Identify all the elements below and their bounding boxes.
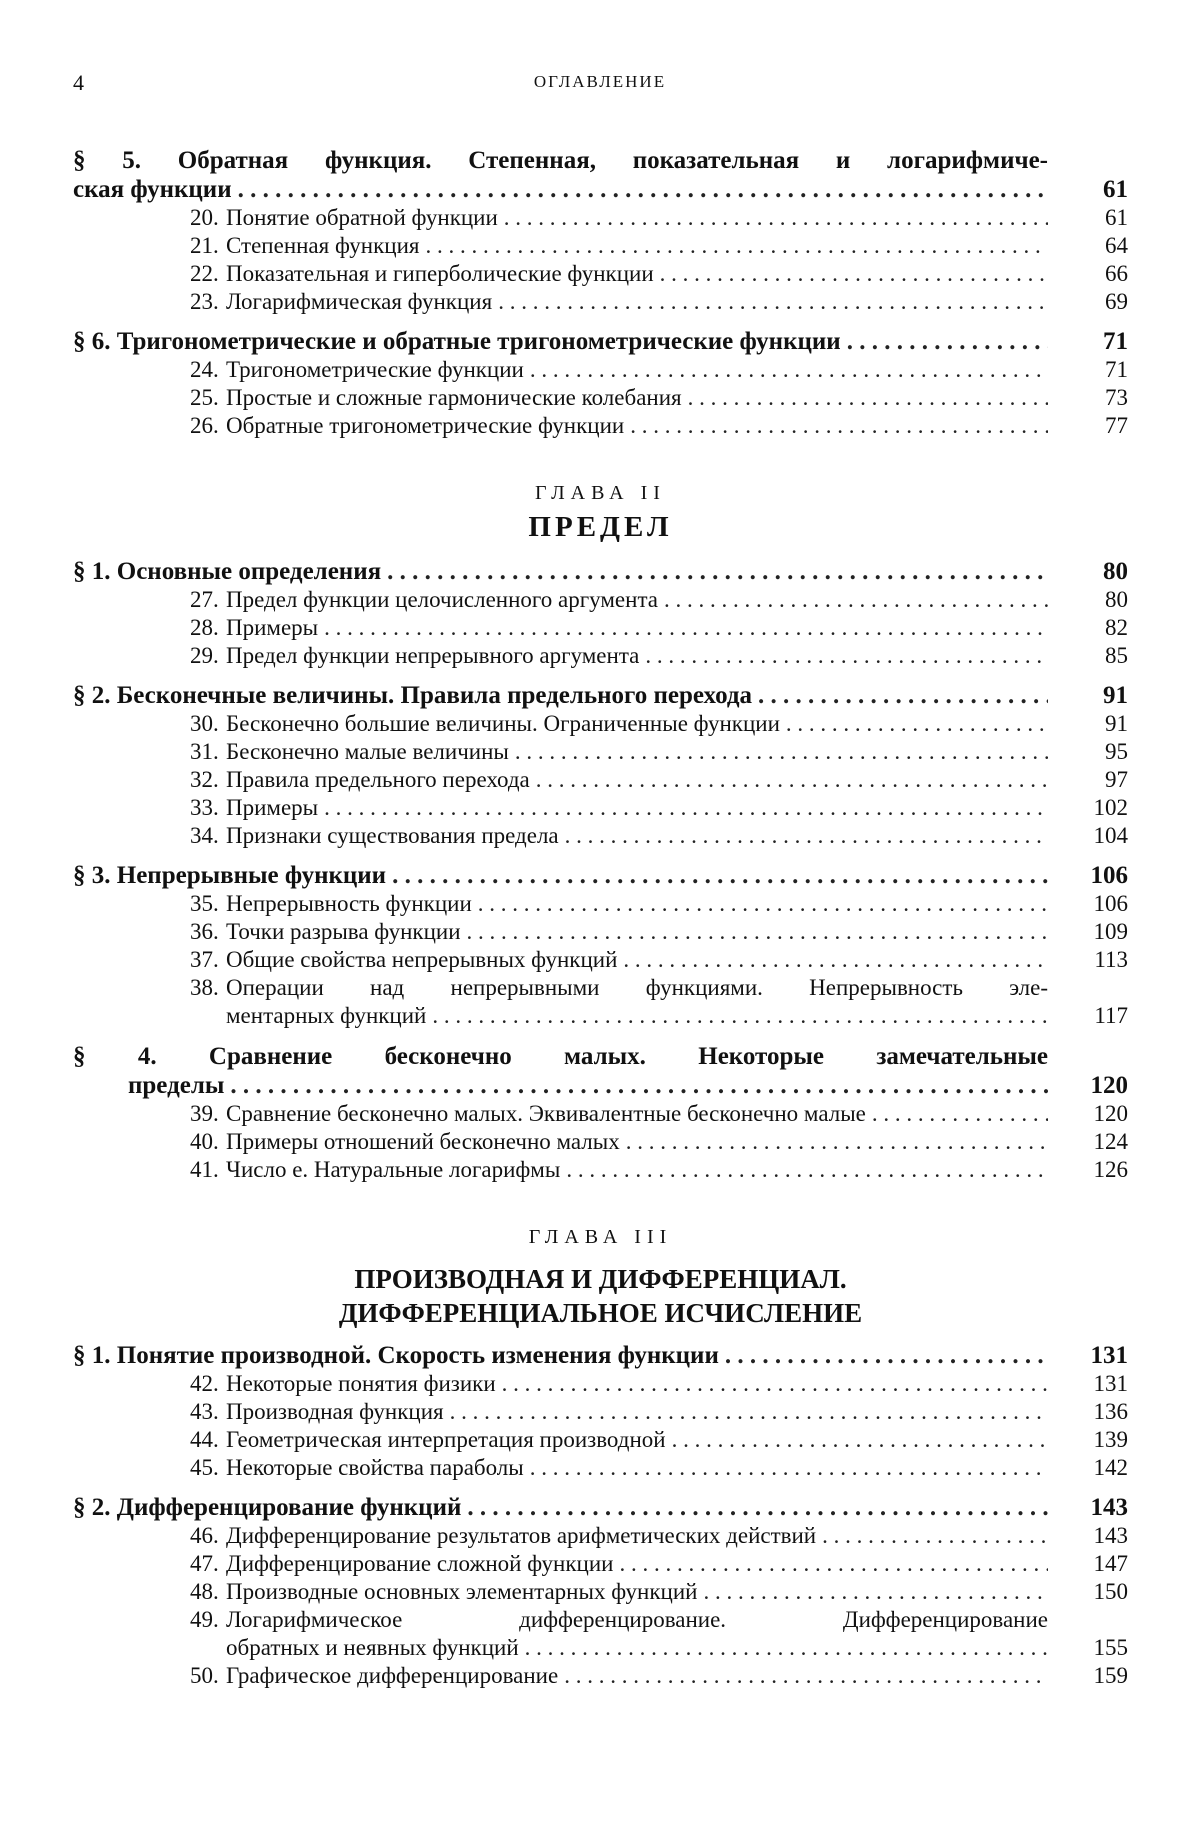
dot-leader bbox=[392, 862, 1048, 890]
toc-page: 109 bbox=[1093, 919, 1128, 944]
toc-page: 69 bbox=[1105, 289, 1128, 314]
toc-entry bbox=[73, 1156, 1128, 1184]
toc-entry-line1 bbox=[73, 974, 1128, 1002]
toc-entry bbox=[73, 1550, 1128, 1578]
toc-entry-title: Простые и сложные гармонические колебания bbox=[226, 385, 682, 410]
toc-entry-title: Общие свойства непрерывных функций bbox=[226, 947, 618, 972]
toc-entry bbox=[73, 586, 1128, 614]
toc-entry-title: Некоторые понятия физики bbox=[226, 1371, 496, 1396]
dot-leader bbox=[566, 1156, 1048, 1184]
toc-entry bbox=[73, 232, 1128, 260]
toc-section-6 bbox=[73, 328, 1128, 356]
dot-leader bbox=[238, 176, 1048, 204]
toc-page: 124 bbox=[1093, 1129, 1128, 1154]
chapter-3-heading bbox=[73, 1222, 1128, 1330]
toc-entry-title: Некоторые свойства параболы bbox=[226, 1455, 524, 1480]
toc-section-title: § 6. Тригонометрические и обратные тригонометрические функции bbox=[73, 328, 841, 355]
dot-leader bbox=[432, 1002, 1048, 1030]
dot-leader bbox=[478, 890, 1048, 918]
toc-entry bbox=[73, 918, 1128, 946]
dot-leader bbox=[530, 356, 1048, 384]
dot-leader bbox=[467, 918, 1048, 946]
toc-entry bbox=[73, 1522, 1128, 1550]
toc-page: 71 bbox=[1103, 328, 1128, 355]
toc-entry-title: Предел функции целочисленного аргумента bbox=[226, 587, 658, 612]
dot-leader bbox=[786, 710, 1048, 738]
toc-section-title: § 1. Понятие производной. Скорость изменения функции bbox=[73, 1342, 719, 1369]
toc-section-title: § 1. Основные определения bbox=[73, 558, 382, 585]
toc-entry-title: Степенная функция bbox=[226, 233, 420, 258]
toc-page: 95 bbox=[1105, 739, 1128, 764]
toc-section-title: § 2. Бесконечные величины. Правила предельного перехода bbox=[73, 682, 753, 709]
toc-entry bbox=[73, 710, 1128, 738]
toc-entry-title: Признаки существования предела bbox=[226, 823, 559, 848]
toc-entry-line2 bbox=[73, 1634, 1128, 1662]
dot-leader bbox=[536, 766, 1048, 794]
toc-entry bbox=[73, 1578, 1128, 1606]
toc-entry-number: 34. bbox=[190, 823, 219, 848]
toc-entry-title: Правила предельного перехода bbox=[226, 767, 530, 792]
toc-entry-number: 47. bbox=[190, 1551, 219, 1576]
toc-entry-title: Сравнение бесконечно малых. Эквивалентные бесконечно малые bbox=[226, 1101, 866, 1126]
toc-entry bbox=[73, 260, 1128, 288]
dot-leader bbox=[703, 1578, 1048, 1606]
table-of-contents bbox=[73, 134, 1128, 1690]
dot-leader bbox=[565, 822, 1048, 850]
toc-entry-title: Графическое дифференцирование bbox=[226, 1663, 559, 1688]
toc-entry-title: Число e. Натуральные логарифмы bbox=[226, 1157, 561, 1182]
toc-page: 143 bbox=[1093, 1523, 1128, 1548]
dot-leader bbox=[564, 1662, 1048, 1690]
toc-entry-number: 20. bbox=[190, 205, 219, 230]
toc-section-4 bbox=[73, 1042, 1128, 1100]
toc-entry-number: 23. bbox=[190, 289, 219, 314]
toc-page: 150 bbox=[1093, 1579, 1128, 1604]
dot-leader bbox=[619, 1550, 1048, 1578]
toc-entry bbox=[73, 356, 1128, 384]
toc-entry-title: Точки разрыва функции bbox=[226, 919, 461, 944]
dot-leader bbox=[525, 1634, 1048, 1662]
toc-entry bbox=[73, 766, 1128, 794]
toc-page: 139 bbox=[1093, 1427, 1128, 1452]
toc-entry-title: Обратные тригонометрические функции bbox=[226, 413, 625, 438]
toc-entry-title: Примеры bbox=[226, 795, 319, 820]
dot-leader bbox=[324, 794, 1048, 822]
toc-page: 102 bbox=[1093, 795, 1128, 820]
toc-section-2 bbox=[73, 682, 1128, 710]
toc-entry-number: 44. bbox=[190, 1427, 219, 1452]
toc-page: 85 bbox=[1105, 643, 1128, 668]
toc-entry-number: 46. bbox=[190, 1523, 219, 1548]
toc-entry-number: 45. bbox=[190, 1455, 219, 1480]
toc-entry-title: Операции над непрерывными функциями. Непрерывность эле- bbox=[226, 975, 1048, 1000]
toc-entry-number: 22. bbox=[190, 261, 219, 286]
toc-entry-number: 25. bbox=[190, 385, 219, 410]
toc-page: 106 bbox=[1093, 891, 1128, 916]
chapter-title: ПРЕДЕЛ bbox=[528, 511, 673, 543]
toc-page: 104 bbox=[1093, 823, 1128, 848]
toc-entry-line1 bbox=[73, 1606, 1128, 1634]
toc-entry-number: 29. bbox=[190, 643, 219, 668]
toc-page: 82 bbox=[1105, 615, 1128, 640]
dot-leader bbox=[630, 412, 1048, 440]
toc-page: 91 bbox=[1105, 711, 1128, 736]
toc-entry-title: Тригонометрические функции bbox=[226, 357, 524, 382]
chapter-label: ГЛАВА III bbox=[528, 1226, 673, 1248]
dot-leader bbox=[626, 1128, 1048, 1156]
toc-page: 66 bbox=[1105, 261, 1128, 286]
toc-page: 159 bbox=[1093, 1663, 1128, 1688]
dot-leader bbox=[502, 1370, 1048, 1398]
toc-section-2 bbox=[73, 1494, 1128, 1522]
toc-section-3 bbox=[73, 862, 1128, 890]
dot-leader bbox=[450, 1398, 1048, 1426]
toc-entry-number: 42. bbox=[190, 1371, 219, 1396]
toc-entry bbox=[73, 288, 1128, 316]
toc-page: 131 bbox=[1093, 1371, 1128, 1396]
dot-leader bbox=[688, 384, 1048, 412]
toc-page: 136 bbox=[1093, 1399, 1128, 1424]
toc-page: 71 bbox=[1105, 357, 1128, 382]
toc-entry-title: Геометрическая интерпретация производной bbox=[226, 1427, 666, 1452]
toc-page: 113 bbox=[1094, 947, 1128, 972]
toc-entry-title: Показательная и гиперболические функции bbox=[226, 261, 654, 286]
toc-entry-title: Бесконечно большие величины. Ограниченные функции bbox=[226, 711, 780, 736]
dot-leader bbox=[664, 586, 1048, 614]
dot-leader bbox=[623, 946, 1048, 974]
dot-leader bbox=[645, 642, 1048, 670]
toc-section-title-line1: § 5. Обратная функция. Степенная, показательная и логарифмиче- bbox=[73, 147, 1048, 174]
toc-entry-number: 24. bbox=[190, 357, 219, 382]
dot-leader bbox=[872, 1100, 1048, 1128]
toc-entry-title: Непрерывность функции bbox=[226, 891, 472, 916]
dot-leader bbox=[725, 1342, 1048, 1370]
dot-leader bbox=[230, 1072, 1048, 1100]
toc-entry-title: Дифференцирование сложной функции bbox=[226, 1551, 614, 1576]
dot-leader bbox=[847, 328, 1048, 356]
dot-leader bbox=[672, 1426, 1048, 1454]
toc-entry-number: 49. bbox=[190, 1607, 219, 1632]
toc-page: 155 bbox=[1093, 1635, 1128, 1660]
toc-entry-title: Дифференцирование результатов арифметических действий bbox=[226, 1523, 817, 1548]
toc-entry-number: 50. bbox=[190, 1663, 219, 1688]
toc-entry-title: Логарифмическое дифференцирование. Дифференцирование bbox=[226, 1607, 1048, 1632]
chapter-title-line2: ДИФФЕРЕНЦИАЛЬНОЕ ИСЧИСЛЕНИЕ bbox=[338, 1298, 863, 1328]
toc-entry-title: Производные основных элементарных функций bbox=[226, 1579, 698, 1604]
toc-entry bbox=[73, 204, 1128, 232]
toc-section-1 bbox=[73, 1342, 1128, 1370]
toc-section-title-line1: § 4. Сравнение бесконечно малых. Некоторые замечательные bbox=[73, 1043, 1048, 1070]
toc-entry-title: Примеры отношений бесконечно малых bbox=[226, 1129, 620, 1154]
toc-page: 117 bbox=[1094, 1003, 1128, 1028]
chapter-2-heading bbox=[73, 478, 1128, 546]
toc-entry-number: 31. bbox=[190, 739, 219, 764]
toc-entry-number: 32. bbox=[190, 767, 219, 792]
dot-leader bbox=[530, 1454, 1048, 1482]
dot-leader bbox=[822, 1522, 1048, 1550]
dot-leader bbox=[515, 738, 1048, 766]
toc-entry-number: 30. bbox=[190, 711, 219, 736]
toc-entry-number: 21. bbox=[190, 233, 219, 258]
toc-entry-number: 38. bbox=[190, 975, 219, 1000]
dot-leader bbox=[758, 682, 1048, 710]
dot-leader bbox=[660, 260, 1048, 288]
toc-entry-title: Производная функция bbox=[226, 1399, 444, 1424]
toc-page: 80 bbox=[1103, 558, 1128, 585]
toc-entry-number: 41. bbox=[190, 1157, 219, 1182]
toc-entry bbox=[73, 822, 1128, 850]
chapter-label: ГЛАВА II bbox=[535, 482, 666, 504]
toc-entry-title: Понятие обратной функции bbox=[226, 205, 498, 230]
toc-entry bbox=[73, 738, 1128, 766]
toc-entry-title: Логарифмическая функция bbox=[226, 289, 493, 314]
toc-entry bbox=[73, 1398, 1128, 1426]
toc-entry bbox=[73, 890, 1128, 918]
toc-entry-line2 bbox=[73, 1002, 1128, 1030]
toc-entry bbox=[73, 1662, 1128, 1690]
toc-page: 106 bbox=[1090, 862, 1128, 889]
toc-entry-number: 28. bbox=[190, 615, 219, 640]
toc-entry-number: 33. bbox=[190, 795, 219, 820]
dot-leader bbox=[387, 558, 1048, 586]
toc-entry bbox=[73, 412, 1128, 440]
toc-entry-number: 40. bbox=[190, 1129, 219, 1154]
toc-entry bbox=[73, 1128, 1128, 1156]
toc-page: 73 bbox=[1105, 385, 1128, 410]
toc-section-title: § 3. Непрерывные функции bbox=[73, 862, 387, 889]
toc-page: 61 bbox=[1103, 176, 1128, 203]
toc-page: 80 bbox=[1105, 587, 1128, 612]
chapter-title-line1: ПРОИЗВОДНАЯ И ДИФФЕРЕНЦИАЛ. bbox=[354, 1264, 847, 1294]
toc-page: 91 bbox=[1103, 682, 1128, 709]
toc-entry bbox=[73, 384, 1128, 412]
toc-entry-number: 48. bbox=[190, 1579, 219, 1604]
toc-section-line bbox=[73, 176, 1128, 204]
running-head bbox=[0, 70, 1200, 100]
toc-entry bbox=[73, 1370, 1128, 1398]
toc-entry-title: Примеры bbox=[226, 615, 319, 640]
toc-page: 120 bbox=[1093, 1101, 1128, 1126]
toc-entry-number: 37. bbox=[190, 947, 219, 972]
toc-entry-number: 27. bbox=[190, 587, 219, 612]
toc-entry-multiline bbox=[73, 974, 1128, 1030]
toc-page: 120 bbox=[1090, 1072, 1128, 1099]
toc-section-title-line2: пределы bbox=[128, 1072, 225, 1099]
toc-entry bbox=[73, 614, 1128, 642]
toc-entry-number: 39. bbox=[190, 1101, 219, 1126]
toc-page: 131 bbox=[1090, 1342, 1128, 1369]
toc-entry-number: 36. bbox=[190, 919, 219, 944]
toc-entry-multiline bbox=[73, 1606, 1128, 1662]
toc-page: 97 bbox=[1105, 767, 1128, 792]
dot-leader bbox=[425, 232, 1048, 260]
toc-entry bbox=[73, 1100, 1128, 1128]
toc-page: 143 bbox=[1090, 1494, 1128, 1521]
toc-entry-title-cont: ментарных функций bbox=[226, 1003, 427, 1028]
toc-entry bbox=[73, 946, 1128, 974]
toc-entry-title: Предел функции непрерывного аргумента bbox=[226, 643, 640, 668]
toc-section-5 bbox=[73, 146, 1128, 204]
toc-entry bbox=[73, 1454, 1128, 1482]
running-title: ОГЛАВЛЕНИЕ bbox=[533, 72, 667, 91]
dot-leader bbox=[467, 1494, 1048, 1522]
toc-entry bbox=[73, 794, 1128, 822]
toc-entry bbox=[73, 1426, 1128, 1454]
toc-page: 61 bbox=[1105, 205, 1128, 230]
toc-page: 142 bbox=[1093, 1455, 1128, 1480]
toc-entry bbox=[73, 642, 1128, 670]
toc-section-title: § 2. Дифференцирование функций bbox=[73, 1494, 462, 1521]
toc-section-title-line2: ская функции bbox=[73, 176, 232, 203]
toc-entry-number: 43. bbox=[190, 1399, 219, 1424]
dot-leader bbox=[324, 614, 1048, 642]
toc-entry-title: Бесконечно малые величины bbox=[226, 739, 509, 764]
toc-entry-number: 35. bbox=[190, 891, 219, 916]
toc-page: 126 bbox=[1093, 1157, 1128, 1182]
dot-leader bbox=[498, 288, 1048, 316]
page-number: 4 bbox=[73, 70, 84, 95]
toc-section-line bbox=[73, 1072, 1128, 1100]
toc-entry-title-cont: обратных и неявных функций bbox=[226, 1635, 519, 1660]
toc-page: 64 bbox=[1105, 233, 1128, 258]
toc-entry-number: 26. bbox=[190, 413, 219, 438]
dot-leader bbox=[504, 204, 1048, 232]
toc-page: 77 bbox=[1105, 413, 1128, 438]
toc-page: 147 bbox=[1093, 1551, 1128, 1576]
toc-section-1 bbox=[73, 558, 1128, 586]
